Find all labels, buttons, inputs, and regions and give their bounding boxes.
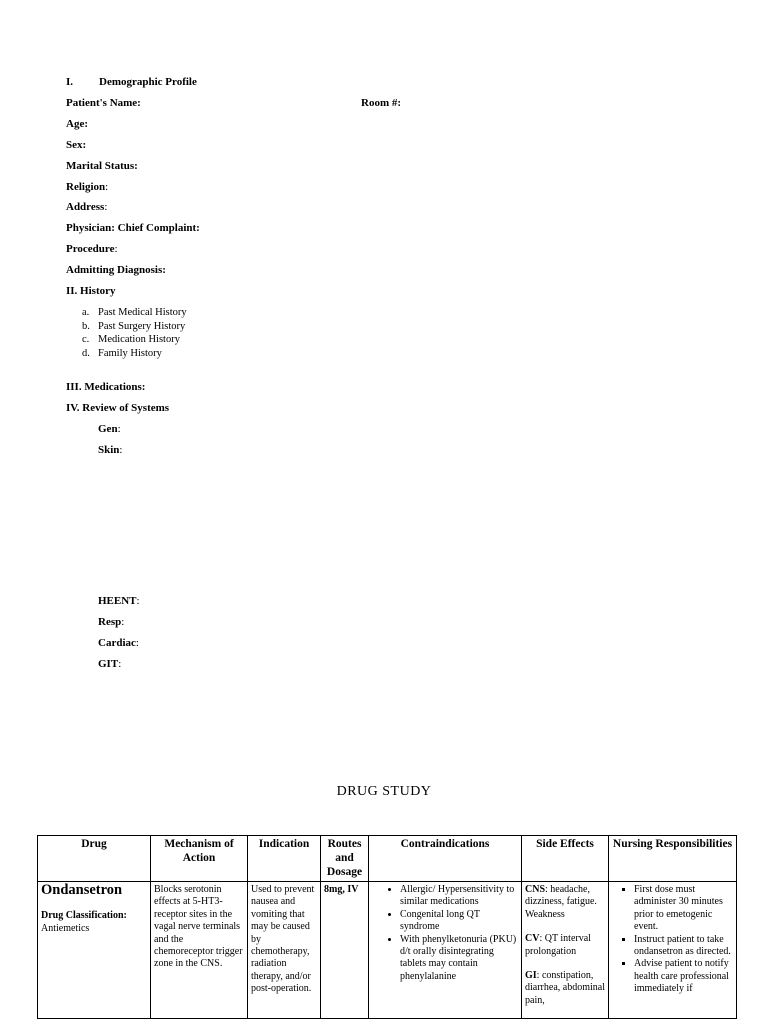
section-title: Demographic Profile [99,76,197,88]
review-heading: IV. Review of Systems [66,402,170,414]
admitting-diagnosis-label: Admitting Diagnosis: [66,264,166,276]
side-effect-item [525,970,605,1007]
side-effect-label: CNS [525,884,546,895]
side-effects-cell [522,882,609,1019]
heent-row: HEENT: [98,595,140,607]
column-header: Routes and Dosage [321,836,369,882]
cardiac-row: Cardiac: [98,637,139,649]
side-effect-text: : headache, dizziness, fatigue. Weakness [525,884,597,920]
column-header: Indication [248,836,321,882]
heent-label: HEENT [98,595,137,607]
git-label: GIT [98,658,119,670]
history-list [82,306,187,361]
list-item: • With phenylketonuria (PKU) d/t orally disintegrating tablets may contain phenylalanine [400,934,518,984]
column-header: Nursing Responsibilities [609,836,737,882]
religion-label: Religion [66,181,106,193]
list-item: ▪ First dose must administer 30 minutes prior to emetogenic event. [634,884,733,934]
history-heading: II. History [66,285,116,297]
nursing-list [612,884,733,996]
age-label: Age: [66,118,88,130]
side-effect-label: GI [525,970,537,982]
address-label: Address [66,201,105,213]
list-item: ▪ Instruct patient to take ondansetron as directed. [634,934,733,959]
list-letter: b. [82,320,90,332]
column-header: Drug [38,836,151,882]
marital-status-label: Marital Status: [66,160,138,172]
table-row [38,882,737,1019]
list-letter: a. [82,307,90,318]
medications-heading: III. Medications: [66,381,146,393]
drug-name: Ondansetron [41,882,123,898]
route-dosage-cell: 8mg, IV [321,882,369,1019]
procedure-label: Procedure [66,243,115,255]
resp-row: Resp: [98,616,125,628]
drug-cell [38,882,151,1019]
room-number-label: Room #: [361,97,402,109]
history-item [82,306,187,320]
column-header: Side Effects [522,836,609,882]
patient-name-label: Patient's Name: [66,97,141,109]
list-item-label: Past Surgery History [98,320,186,332]
list-item-label: Family History [98,348,162,360]
side-effect-text: : constipation, diarrhea, abdominal pain, [525,970,605,1006]
list-item: • Congenital long QT syndrome [400,909,518,934]
history-item [82,320,187,334]
religion-row: Religion: [66,181,109,193]
list-item-label: Medication History [98,334,180,346]
skin-row: Skin: [98,444,123,456]
gen-label: Gen [98,423,118,435]
list-letter: d. [82,348,90,360]
section-heading-demographic [66,76,197,88]
indication-cell: Used to prevent nausea and vomiting that may be caused by chemotherapy, radiation therapy, and/or post-operation. [248,882,321,1019]
cardiac-label: Cardiac [98,637,136,649]
list-letter: c. [82,334,90,346]
drug-study-table [37,835,737,1019]
procedure-row: Procedure: [66,243,118,255]
list-item-label: Past Medical History [98,307,187,318]
nursing-cell [609,882,737,1019]
list-item: ▪ Advise patient to notify health care professional immediately if [634,958,733,995]
list-item: • Allergic/ Hypersensitivity to similar medications [400,884,518,909]
drug-classification-value: Antiemetics [41,922,90,934]
contraindications-cell [369,882,522,1019]
drug-study-title: DRUG STUDY [336,784,432,799]
drug-classification-label: Drug Classification: [41,910,127,922]
column-header: Contraindications [369,836,522,882]
side-effect-item [525,884,605,921]
history-item [82,347,187,361]
table-header-row [38,836,737,882]
column-header: Mechanism of Action [151,836,248,882]
resp-label: Resp [98,616,122,628]
skin-label: Skin [98,444,120,456]
git-row: GIT: [98,658,122,670]
side-effect-label: CV [525,933,540,945]
physician-label: Physician: Chief Complaint: [66,222,200,234]
section-number: I. [66,76,74,88]
sex-label: Sex: [66,139,87,151]
address-row: Address: [66,201,108,213]
history-item [82,333,187,347]
side-effect-item [525,933,605,958]
mechanism-cell: Blocks serotonin effects at 5-HT3-receptor sites in the vagal nerve terminals and the chemoreceptor trigger zone in the CNS. [151,882,248,1019]
gen-row: Gen: [98,423,121,435]
side-effect-text: : QT interval prolongation [525,933,591,957]
contraindications-list [372,884,518,983]
